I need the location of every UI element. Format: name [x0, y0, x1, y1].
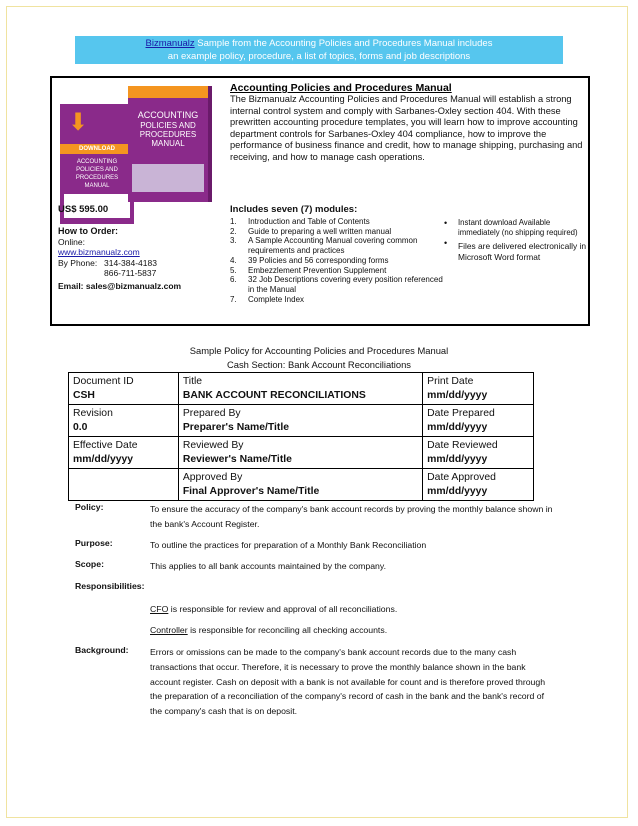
cell-label: Document ID — [73, 376, 134, 387]
book-back-line3: POLICIES AND — [76, 167, 118, 173]
book-cover-manual-image — [128, 86, 212, 202]
modules-list — [230, 204, 450, 304]
product-promo-box — [50, 76, 590, 326]
modules-heading: Includes seven (7) modules: — [230, 204, 358, 215]
order-info — [58, 226, 218, 291]
background-label: Background: — [75, 645, 129, 655]
header-banner — [75, 36, 563, 64]
book-front-line1: ACCOUNTING — [137, 110, 199, 120]
cell-value: Reviewer's Name/Title — [182, 453, 292, 465]
purpose-label: Purpose: — [75, 538, 113, 548]
module-text: 32 Job Descriptions covering every position referenced in the Manual — [248, 275, 443, 294]
phone-number-2: 866-711-5837 — [104, 268, 157, 278]
table-row — [69, 437, 534, 469]
book-back-line5: MANUAL — [84, 183, 110, 189]
phone-number-1: 314-384-4183 — [104, 257, 157, 268]
bullet-icon: • — [444, 218, 448, 228]
sample-policy-title: Sample Policy for Accounting Policies and Procedures Manual — [189, 345, 449, 356]
bizmanualz-link[interactable]: Bizmanualz — [145, 38, 195, 49]
table-cell — [178, 373, 422, 405]
module-item — [230, 236, 450, 255]
cell-label: Prepared By — [182, 408, 241, 419]
cell-value: mm/dd/yyyy — [427, 389, 488, 401]
scope-label: Scope: — [75, 559, 104, 569]
email-address[interactable]: sales@bizmanualz.com — [85, 280, 182, 291]
module-number: 6. — [230, 275, 237, 285]
phone-label: By Phone: — [58, 257, 98, 268]
cell-value: 0.0 — [73, 421, 88, 433]
table-cell — [423, 405, 534, 437]
module-number: 3. — [230, 236, 237, 246]
cell-label: Print Date — [427, 376, 474, 387]
table-cell — [423, 469, 534, 501]
module-number: 1. — [230, 217, 237, 226]
module-text: Introduction and Table of Contents — [248, 217, 370, 226]
responsibility-cfo — [150, 602, 562, 617]
cell-value: mm/dd/yyyy — [427, 453, 488, 465]
online-label: Online: — [58, 236, 85, 247]
table-cell — [69, 469, 179, 501]
product-description: The Bizmanualz Accounting Policies and Procedures Manual will establish a strong internal control system and comply with Sarbanes-Oxley section 404. With these prewritten accounting procedure templates, you will learn how to improve accounting department controls for Sarbanes-Oxley 404 compliance, how to improve the performance of business finance and credit, how to manage shipping, purchasing and receiving, and how to manage cash operations. — [230, 94, 583, 162]
cell-label: Effective Date — [73, 440, 138, 451]
cell-value: mm/dd/yyyy — [427, 421, 488, 433]
table-cell — [178, 469, 422, 501]
cell-label: Revision — [73, 408, 113, 419]
policy-text: To ensure the accuracy of the company's bank account records by proving the monthly balance shown in the bank's Account Register. — [150, 504, 553, 529]
table-cell — [423, 373, 534, 405]
website-link[interactable]: www.bizmanualz.com — [58, 247, 140, 257]
module-text: A Sample Accounting Manual covering common requirements and practices — [248, 236, 418, 256]
cell-value: Preparer's Name/Title — [182, 421, 290, 433]
controller-text: is responsible for reconciling all checking accounts. — [187, 625, 388, 635]
email-label: Email: — [58, 280, 84, 291]
cell-label: Date Reviewed — [427, 440, 498, 451]
modules-ol — [230, 217, 450, 304]
book-front-line2: POLICIES AND — [140, 121, 196, 130]
cell-value: BANK ACCOUNT RECONCILIATIONS — [182, 389, 366, 401]
product-title: Accounting Policies and Procedures Manual — [230, 82, 452, 94]
order-heading: How to Order: — [58, 226, 118, 236]
table-cell — [69, 373, 179, 405]
table-cell — [178, 405, 422, 437]
module-number: 7. — [230, 294, 237, 304]
cell-label: Date Prepared — [427, 408, 495, 419]
delivery-instant: Instant download Available immediately (no shipping required) — [458, 218, 578, 237]
book-back-line4: PROCEDURES — [75, 175, 119, 181]
table-row — [69, 469, 534, 501]
module-number: 4. — [230, 255, 237, 265]
policy-label: Policy: — [75, 502, 104, 512]
module-item — [230, 295, 450, 305]
scope-text: This applies to all bank accounts maintained by the company. — [150, 561, 386, 571]
cell-value: mm/dd/yyyy — [73, 453, 134, 465]
controller-role: Controller — [150, 625, 188, 635]
book-front-line4: MANUAL — [151, 139, 185, 148]
cell-label: Date Approved — [427, 472, 496, 483]
module-item — [230, 275, 450, 294]
table-row — [69, 373, 534, 405]
module-text: Complete Index — [248, 294, 305, 304]
cell-label: Title — [182, 376, 203, 387]
price: US$ 595.00 — [58, 204, 109, 215]
module-item — [230, 266, 450, 276]
module-number: 5. — [230, 265, 237, 275]
module-item — [230, 217, 450, 227]
cell-value: CSH — [73, 389, 95, 401]
cfo-text: is responsible for review and approval of all reconciliations. — [168, 604, 398, 614]
module-text: Embezzlement Prevention Supplement — [248, 265, 387, 275]
module-item — [230, 256, 450, 266]
table-cell — [69, 405, 179, 437]
book-back-line2: ACCOUNTING — [76, 159, 118, 165]
book-back-line1: DOWNLOAD — [79, 146, 115, 152]
banner-line2: an example policy, procedure, a list of topics, forms and job descriptions — [167, 51, 471, 62]
module-text: Guide to preparing a well written manual — [248, 226, 392, 236]
cell-value: Final Approver's Name/Title — [182, 485, 320, 497]
book-front-line3: PROCEDURES — [139, 130, 197, 139]
module-number: 2. — [230, 226, 237, 236]
banner-line1: Sample from the Accounting Policies and Procedures Manual includes — [194, 38, 493, 49]
download-arrow-icon: ⬇ — [68, 109, 89, 136]
table-cell — [423, 437, 534, 469]
cell-label: Reviewed By — [182, 440, 244, 451]
table-row — [69, 405, 534, 437]
module-item — [230, 227, 450, 237]
responsibilities-label: Responsibilities: — [75, 581, 145, 591]
delivery-format: Files are delivered electronically in Microsoft Word format — [458, 241, 587, 262]
cfo-role: CFO — [150, 604, 169, 614]
module-text: 39 Policies and 56 corresponding forms — [248, 255, 389, 265]
delivery-info — [444, 218, 588, 263]
purpose-text: To outline the practices for preparation of a Monthly Bank Reconciliation — [150, 540, 427, 550]
cell-value: mm/dd/yyyy — [427, 485, 488, 497]
document-info-table — [68, 372, 534, 501]
table-cell — [69, 437, 179, 469]
background-text: Errors or omissions can be made to the company's bank account records due to the many cash transactions that occur. Therefore, it is necessary to prove the monthly balance shown in the bank account register. Cash on deposit with a bank is not available for count and is therefore proved through the preparation of a reconciliation of the company's record of cash in the bank and the bank's record of the company's cash that is on deposit. — [150, 647, 546, 717]
responsibility-controller — [150, 623, 562, 638]
cell-label: Approved By — [182, 472, 243, 483]
bullet-icon: • — [444, 238, 448, 248]
cash-section-title: Cash Section: Bank Account Reconciliations — [227, 359, 411, 370]
table-cell — [178, 437, 422, 469]
